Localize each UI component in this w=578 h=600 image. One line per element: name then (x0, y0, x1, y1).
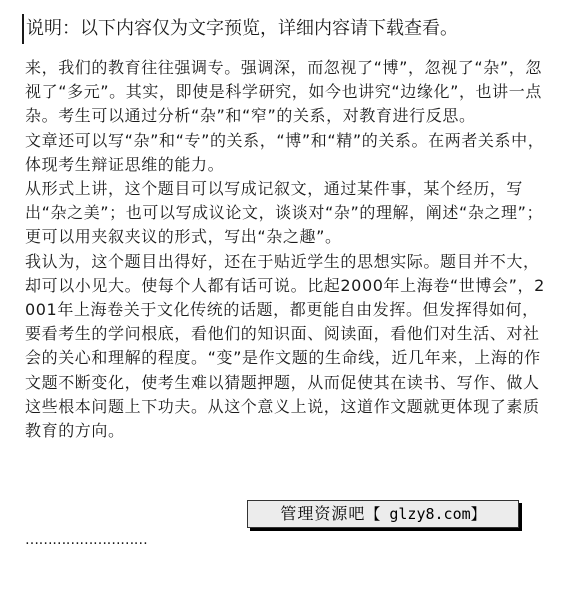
preview-notice: 说明：以下内容仅为文字预览，详细内容请下载查看。 (26, 18, 458, 39)
header-rule (22, 14, 24, 44)
article-body (25, 56, 553, 443)
watermark-site-url: 【 glzy8.com】 (365, 505, 486, 523)
site-watermark-badge (247, 500, 519, 528)
watermark-site-name: 管理资源吧 (280, 504, 366, 523)
paragraph: 来，我们的教育往往强调专。强调深，而忽视了“博”，忽视了“杂”，忽视了“多元”。其实，即使是科学研究，如今也讲究“边缘化”，也讲一点杂。考生可以通过分析“杂”和“窄”的关系，对教育进行反思。 (25, 58, 542, 126)
ellipsis-dots: ……………………… (25, 532, 148, 548)
paragraph: 我认为，这个题目出得好，还在于贴近学生的思想实际。题目并不大，却可以小见大。使每个人都有话可说。比起2000年上海卷“世博会”，2001年上海卷关于文化传统的话题，都更能自由发挥。但发挥得如何，要看考生的学问根底，看他们的知识面、阅读面，看他们对生活、对社会的关心和理解的程度。“变”是作文题的生命线，近几年来，上海的作文题不断变化，使考生难以猜题押题，从而促使其在读书、写作、做人这些根本问题上下功夫。从这个意义上说，这道作文题就更体现了素质教育的方向。 (25, 251, 545, 441)
paragraph: 从形式上讲，这个题目可以写成记叙文，通过某件事，某个经历，写出“杂之美”；也可以写成议论文，谈谈对“杂”的理解，阐述“杂之理”；更可以用夹叙夹议的形式，写出“杂之趣”。 (25, 179, 544, 247)
paragraph: 文章还可以写“杂”和“专”的关系，“博”和“精”的关系。在两者关系中，体现考生辩证思维的能力。 (25, 130, 545, 174)
